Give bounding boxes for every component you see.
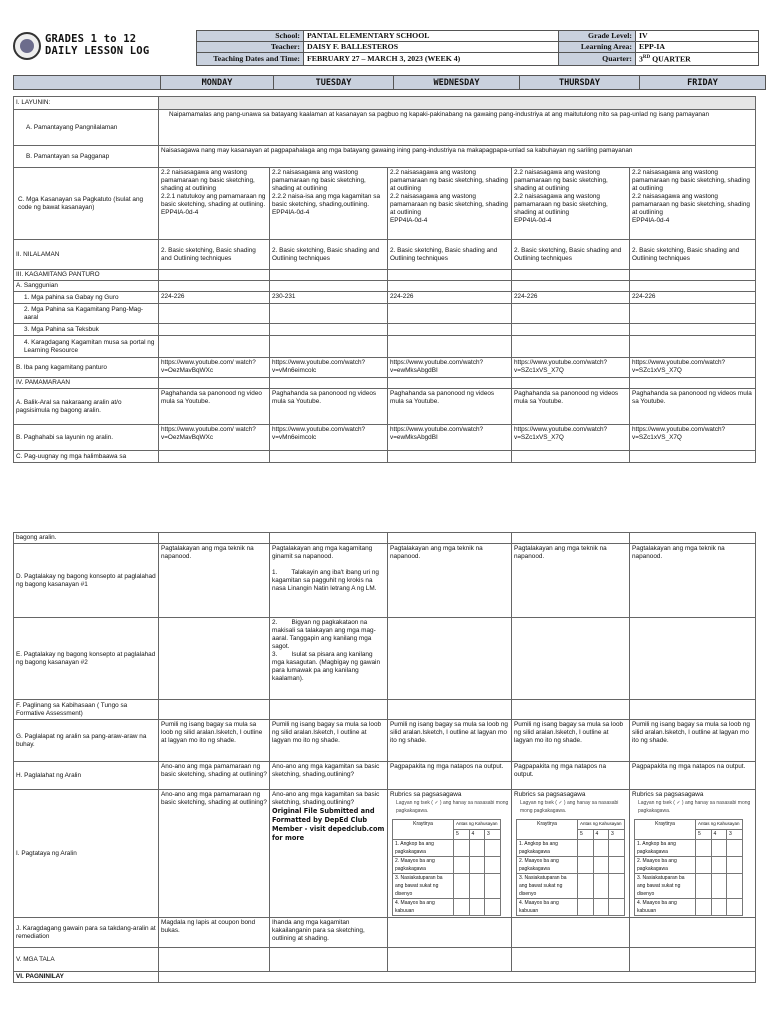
row-balik-friday: Paghahanda sa panonood ng videos mula sa Youtube. bbox=[630, 389, 756, 425]
row-layunin-label: I. LAYUNIN: bbox=[14, 97, 159, 110]
rubrics-head-criteria: Kraytirya bbox=[393, 820, 454, 840]
rubrics-title: Rubrics sa pagsasagawa bbox=[390, 791, 462, 798]
row-balik-wednesday: Paghahanda sa panonood ng videos mula sa Youtube. bbox=[388, 389, 512, 425]
row-c-friday: 2.2 naisasagawa ang wastong pamamaraan ng basic sketching, shading at outlining 2.2 naisasagawa ang wastong pamamaraan ng basic sketching, shading at outlining EPP4IA-0d-4 bbox=[630, 168, 756, 240]
depedclub-watermark-text: Original File Submitted and Formatted by DepEd Club Member - visit depedclub.com for more bbox=[272, 807, 385, 842]
row-pangmag-label: 2. Mga Pahina sa Kagamitang Pang-Mag-aaral bbox=[14, 304, 159, 324]
rubrics-instruction-thu: Lagyan ng tsek ( ✓ ) ang hanay sa nasasabi mong pagkakagawa. bbox=[520, 800, 619, 814]
row-nilalaman-monday: 2. Basic sketching, Basic shading and Outlining techniques bbox=[159, 240, 270, 270]
area-label: Learning Area: bbox=[559, 42, 636, 53]
row-tala-label: V. MGA TALA bbox=[14, 948, 159, 972]
row-c-monday: 2.2 naisasagawa ang wastong pamamaraan ng basic sketching, shading at outlining 2.2.1 natutukoy ang pamamaraan ng basic sketching, shading at outlining. EPP4IA-0d-4 bbox=[159, 168, 270, 240]
row-iba-wednesday[interactable]: https://www.youtube.com/watch? v=ewMksAbgdBI bbox=[388, 358, 512, 378]
title-line2: DAILY LESSON LOG bbox=[45, 45, 150, 57]
quarter-label: Quarter: bbox=[559, 53, 636, 66]
row-pag-uugnay-label: C. Pag-uugnay ng mga halimbaawa sa bbox=[14, 451, 159, 463]
row-j-tuesday: Ihanda ang mga kagamitan kakailanganin para sa sketching, outlining at shading. bbox=[270, 918, 388, 948]
rubrics-instruction-fri: Lagyan ng tsek ( ✓ ) ang hanay sa nasasabi mong pagkakagawa. bbox=[638, 800, 751, 814]
deped-seal-logo bbox=[13, 32, 41, 60]
rubrics-head-level: Antas ng Kahusayan bbox=[454, 820, 501, 830]
row-d-friday: Pagtalakayan ang mga teknik na napanood. bbox=[630, 544, 756, 618]
document-title bbox=[45, 33, 149, 57]
row-b-label: B. Pamantayan sa Pagganap bbox=[14, 146, 159, 168]
rubrics-item-3-thu: 3. Nasiakatuparan ba ang bawat sukat ng disenyo bbox=[517, 874, 578, 899]
row-j-label: J. Karagdagang gawain para sa takdang-aralin at remediation bbox=[14, 918, 159, 948]
row-h-wednesday: Pagpapakita ng mga natapos na output. bbox=[388, 762, 512, 790]
row-i-thursday bbox=[512, 790, 630, 918]
day-header-row bbox=[13, 75, 766, 90]
teacher-label: Teacher: bbox=[197, 42, 304, 53]
row-a-text: Naipamamalas ang pang-unawa sa batayang kaalaman at kasanayan sa pagbuo ng kapaki-pakinabang na gawaing pang-industriya at ang maitutulong nito sa pag-unlad ng isang pamayanan bbox=[159, 110, 756, 146]
row-h-label: H. Paglalahat ng Aralin bbox=[14, 762, 159, 790]
rubrics-score-5-thu: 5 bbox=[578, 830, 594, 840]
rubrics-head-level-fri: Antas ng Kahusayan bbox=[696, 820, 743, 830]
row-balik-label: A. Balik-Aral sa nakaraang aralin at/o pagsisimula ng bagong aralin. bbox=[14, 389, 159, 425]
row-d-tuesday: Pagtalakayan ang mga kagamitang ginamit sa napanood. 1. Talakayin ang iba't ibang uri ng kagamitan sa pagguhit ng krokis na nasa Linangin Natin letrang A ng LM. bbox=[270, 544, 388, 618]
rubrics-title-fri: Rubrics sa pagsasagawa bbox=[632, 791, 704, 798]
rubrics-item-2: 2. Maayos ba ang pagkakagawa bbox=[393, 857, 454, 874]
row-bagong-aralin-label: bagong aralin. bbox=[14, 533, 159, 544]
row-iba-thursday[interactable]: https://www.youtube.com/watch? v=SZc1xVS_X7Q bbox=[512, 358, 630, 378]
row-h-thursday: Pagpapakita ng mga natapos na output. bbox=[512, 762, 630, 790]
day-friday: FRIDAY bbox=[640, 76, 766, 90]
row-paghahabi-friday[interactable]: https://www.youtube.com/watch? v=SZc1xVS_X7Q bbox=[630, 425, 756, 451]
row-gabay-thursday: 224-226 bbox=[512, 292, 630, 304]
row-i-label: I. Pagtataya ng Aralin bbox=[14, 790, 159, 918]
row-pagninilay-label: VI. PAGNINILAY bbox=[14, 972, 159, 983]
dates-label: Teaching Dates and Time: bbox=[197, 53, 304, 66]
row-layunin-shade bbox=[159, 97, 756, 110]
rubrics-item-2-thu: 2. Maayos ba ang pagkakagawa bbox=[517, 857, 578, 874]
row-balik-monday: Paghahanda sa panonood ng video mula sa Youtube. bbox=[159, 389, 270, 425]
area-value: EPP-IA bbox=[636, 42, 759, 53]
row-gabay-monday: 224-226 bbox=[159, 292, 270, 304]
rubrics-score-4-fri: 4 bbox=[711, 830, 727, 840]
row-d-monday: Pagtalakayan ang mga teknik na napanood. bbox=[159, 544, 270, 618]
rubrics-item-4-thu: 4. Maayos ba ang kabuuan bbox=[517, 899, 578, 916]
row-gabay-wednesday: 224-226 bbox=[388, 292, 512, 304]
row-nilalaman-wednesday: 2. Basic sketching, Basic shading and Outlining techniques bbox=[388, 240, 512, 270]
row-gabay-tuesday: 230-231 bbox=[270, 292, 388, 304]
row-f-label: F. Paglinang sa Kabihasaan ( Tungo sa Formative Assessment) bbox=[14, 700, 159, 720]
rubrics-score-5: 5 bbox=[454, 830, 470, 840]
row-c-label: C. Mga Kasanayan sa Pagkatuto (Isulat ang code ng bawat kasanayan) bbox=[14, 168, 159, 240]
row-paghahabi-monday[interactable]: https://www.youtube.com/ watch?v=OezMavBqWXc bbox=[159, 425, 270, 451]
row-d-label: D. Pagtalakay ng bagong konsepto at paglalahad ng bagong kasanayan #1 bbox=[14, 544, 159, 618]
rubrics-instruction: Lagyan ng tsek ( ✓ ) ang hanay sa nasasabi mong pagkakagawa. bbox=[396, 800, 509, 814]
row-b-text: Naisasagawa nang may kasanayan at pagpapahalaga ang mga batayang gawaing ining pang-industriya na makapagpapa-unlad sa kabuhayan ng sariling pamayanan bbox=[159, 146, 756, 168]
row-d-thursday: Pagtalakayan ang mga teknik na napanood. bbox=[512, 544, 630, 618]
row-c-wednesday: 2.2 naisasagawa ang wastong pamamaraan ng basic sketching, shading at outlining 2.2 naisasagawa ang wastong pamamaraan ng basic sketching, shading at outlining EPP4IA-0d-4 bbox=[388, 168, 512, 240]
day-header-blank bbox=[14, 76, 161, 90]
day-thursday: THURSDAY bbox=[520, 76, 640, 90]
row-g-monday: Pumili ng isang bagay sa mula sa loob ng silid aralan.Isketch, I outline at lagyan mo ito ng shade. bbox=[159, 720, 270, 762]
row-sanggunian-label: A. Sanggunian bbox=[14, 281, 159, 292]
rubrics-head-criteria-thu: Kraytirya bbox=[517, 820, 578, 840]
rubrics-score-4-thu: 4 bbox=[593, 830, 609, 840]
rubrics-table bbox=[392, 819, 501, 916]
row-g-friday: Pumili ng isang bagay sa mula sa loob ng silid aralan.Isketch, I outline at lagyan mo ito ng shade. bbox=[630, 720, 756, 762]
rubrics-score-3-fri: 3 bbox=[727, 830, 743, 840]
row-h-friday: Pagpapakita ng mga natapos na output. bbox=[630, 762, 756, 790]
row-iba-tuesday[interactable]: https://www.youtube.com/watch? v=vMn6eimcolc bbox=[270, 358, 388, 378]
rubrics-item-4: 4. Maayos ba ang kabuuan bbox=[393, 899, 454, 916]
school-value: PANTAL ELEMENTARY SCHOOL bbox=[304, 31, 559, 42]
row-nilalaman-tuesday: 2. Basic sketching, Basic shading and Outlining techniques bbox=[270, 240, 388, 270]
row-g-tuesday: Pumili ng isang bagay sa mula sa loob ng silid aralan.Isketch, I outline at lagyan mo ito ng shade. bbox=[270, 720, 388, 762]
school-info-table bbox=[196, 30, 759, 66]
rubrics-item-1-thu: 1. Angkop ba ang pagkakagawa bbox=[517, 840, 578, 857]
day-monday: MONDAY bbox=[161, 76, 274, 90]
rubrics-item-3-fri: 3. Nasiakatuparan ba ang bawat sukat ng disenyo bbox=[635, 874, 696, 899]
row-c-tuesday: 2.2 naisasagawa ang wastong pamamaraan ng basic sketching, shading at outlining 2.2.2 naisa-isa ang mga kagamitan sa basic sketching, shading,outlining. EPP4IA-0d-4 bbox=[270, 168, 388, 240]
row-nilalaman-thursday: 2. Basic sketching, Basic shading and Outlining techniques bbox=[512, 240, 630, 270]
row-e-tuesday: 2. Bigyan ng pagkakataon na makisali sa talakayan ang mga mag-aaral. Tanggapin ang kanilang mga sagot. 3. Isulat sa pisara ang kanilang mga kasagutan. (Magbigay ng gawain para lumawak pa ang kanilang kaalaman). bbox=[270, 618, 388, 700]
lesson-grid-page1 bbox=[13, 96, 756, 463]
row-paghahabi-label: B. Paghahabi sa layunin ng aralin. bbox=[14, 425, 159, 451]
row-iba-friday[interactable]: https://www.youtube.com/watch? v=SZc1xVS_X7Q bbox=[630, 358, 756, 378]
row-i-tuesday bbox=[270, 790, 388, 918]
row-c-thursday: 2.2 naisasagawa ang wastong pamamaraan ng basic sketching, shading at outlining 2.2 naisasagawa ang wastong pamamaraan ng basic sketching, shading at outlining EPP4IA-0d-4 bbox=[512, 168, 630, 240]
rubrics-item-1-fri: 1. Angkop ba ang pagkakagawa bbox=[635, 840, 696, 857]
row-i-friday bbox=[630, 790, 756, 918]
rubrics-item-1: 1. Angkop ba ang pagkakagawa bbox=[393, 840, 454, 857]
row-j-monday: Magdala ng lapis at coupon bond bukas. bbox=[159, 918, 270, 948]
rubrics-score-3-thu: 3 bbox=[609, 830, 625, 840]
row-kagamitan-label: III. KAGAMITANG PANTURO bbox=[14, 270, 159, 281]
row-e-label: E. Pagtalakay ng bagong konsepto at paglalahad ng bagong kasanayan #2 bbox=[14, 618, 159, 700]
rubrics-head-level-thu: Antas ng Kahusayan bbox=[578, 820, 625, 830]
row-h-monday: Ano-ano ang mga pamamaraan ng basic sketching, shading at outlining? bbox=[159, 762, 270, 790]
grade-label: Grade Level: bbox=[559, 31, 636, 42]
rubrics-score-3: 3 bbox=[485, 830, 501, 840]
row-i-tuesday-text: Ano-ano ang mga kagamitan sa basic sketching, shading,outlining? bbox=[272, 791, 380, 806]
dates-value: FEBRUARY 27 – MARCH 3, 2023 (WEEK 4) bbox=[304, 53, 559, 66]
grade-value: IV bbox=[636, 31, 759, 42]
rubrics-score-4: 4 bbox=[469, 830, 485, 840]
row-teksbuk-label: 3. Mga Pahina sa Teksbuk bbox=[14, 324, 159, 336]
teacher-value: DAISY F. BALLESTEROS bbox=[304, 42, 559, 53]
row-pamamaraan-label: IV. PAMAMARAAN bbox=[14, 378, 159, 389]
day-wednesday: WEDNESDAY bbox=[394, 76, 520, 90]
quarter-value: 3RD QUARTER bbox=[636, 53, 759, 66]
row-g-label: G. Paglalapat ng aralin sa pang-araw-araw na buhay. bbox=[14, 720, 159, 762]
rubrics-title-thu: Rubrics sa pagsasagawa bbox=[514, 791, 586, 798]
rubrics-table-thu bbox=[516, 819, 625, 916]
rubrics-table-fri bbox=[634, 819, 743, 916]
row-h-tuesday: Ano-ano ang mga kagamitan sa basic sketching, shading,outlining? bbox=[270, 762, 388, 790]
title-line1: GRADES 1 to 12 bbox=[45, 33, 137, 45]
row-balik-tuesday: Paghahanda sa panonood ng videos mula sa Youtube. bbox=[270, 389, 388, 425]
row-paghahabi-tuesday[interactable]: https://www.youtube.com/watch? v=vMn6eimcolc bbox=[270, 425, 388, 451]
lesson-grid-page2 bbox=[13, 532, 756, 983]
row-g-wednesday: Pumili ng isang bagay sa mula sa loob ng silid aralan.Isketch, I outline at lagyan mo ito ng shade. bbox=[388, 720, 512, 762]
row-iba-label: B. Iba pang kagamitang panturo bbox=[14, 358, 159, 378]
row-gabay-label: 1. Mga pahina sa Gabay ng Guro bbox=[14, 292, 159, 304]
row-gabay-friday: 224-226 bbox=[630, 292, 756, 304]
row-g-thursday: Pumili ng isang bagay sa mula sa loob ng silid aralan.Isketch, I outline at lagyan mo ito ng shade. bbox=[512, 720, 630, 762]
rubrics-item-2-fri: 2. Maayos ba ang pagkakagawa bbox=[635, 857, 696, 874]
row-iba-monday[interactable]: https://www.youtube.com/ watch?v=OezMavBqWXc bbox=[159, 358, 270, 378]
row-balik-thursday: Paghahanda sa panonood ng videos mula sa Youtube. bbox=[512, 389, 630, 425]
rubrics-score-5-fri: 5 bbox=[696, 830, 712, 840]
row-i-wednesday bbox=[388, 790, 512, 918]
row-paghahabi-thursday[interactable]: https://www.youtube.com/watch? v=SZc1xVS_X7Q bbox=[512, 425, 630, 451]
day-tuesday: TUESDAY bbox=[274, 76, 394, 90]
row-nilalaman-friday: 2. Basic sketching, Basic shading and Outlining techniques bbox=[630, 240, 756, 270]
rubrics-item-4-fri: 4. Maayos ba ang kabuuan bbox=[635, 899, 696, 916]
row-i-monday: Ano-ano ang mga pamamaraan ng basic sketching, shading at outlining? bbox=[159, 790, 270, 918]
row-paghahabi-wednesday[interactable]: https://www.youtube.com/watch? v=ewMksAbgdBI bbox=[388, 425, 512, 451]
row-a-label: A. Pamantayang Pangnilalaman bbox=[14, 110, 159, 146]
row-portal-label: 4. Karagdagang Kagamitan musa sa portal ng Learning Resource bbox=[14, 336, 159, 358]
rubrics-item-3: 3. Nasiakatuparan ba ang bawat sukat ng disenyo bbox=[393, 874, 454, 899]
school-label: School: bbox=[197, 31, 304, 42]
rubrics-head-criteria-fri: Kraytirya bbox=[635, 820, 696, 840]
row-d-wednesday: Pagtalakayan ang mga teknik na napanood. bbox=[388, 544, 512, 618]
row-nilalaman-label: II. NILALAMAN bbox=[14, 240, 159, 270]
